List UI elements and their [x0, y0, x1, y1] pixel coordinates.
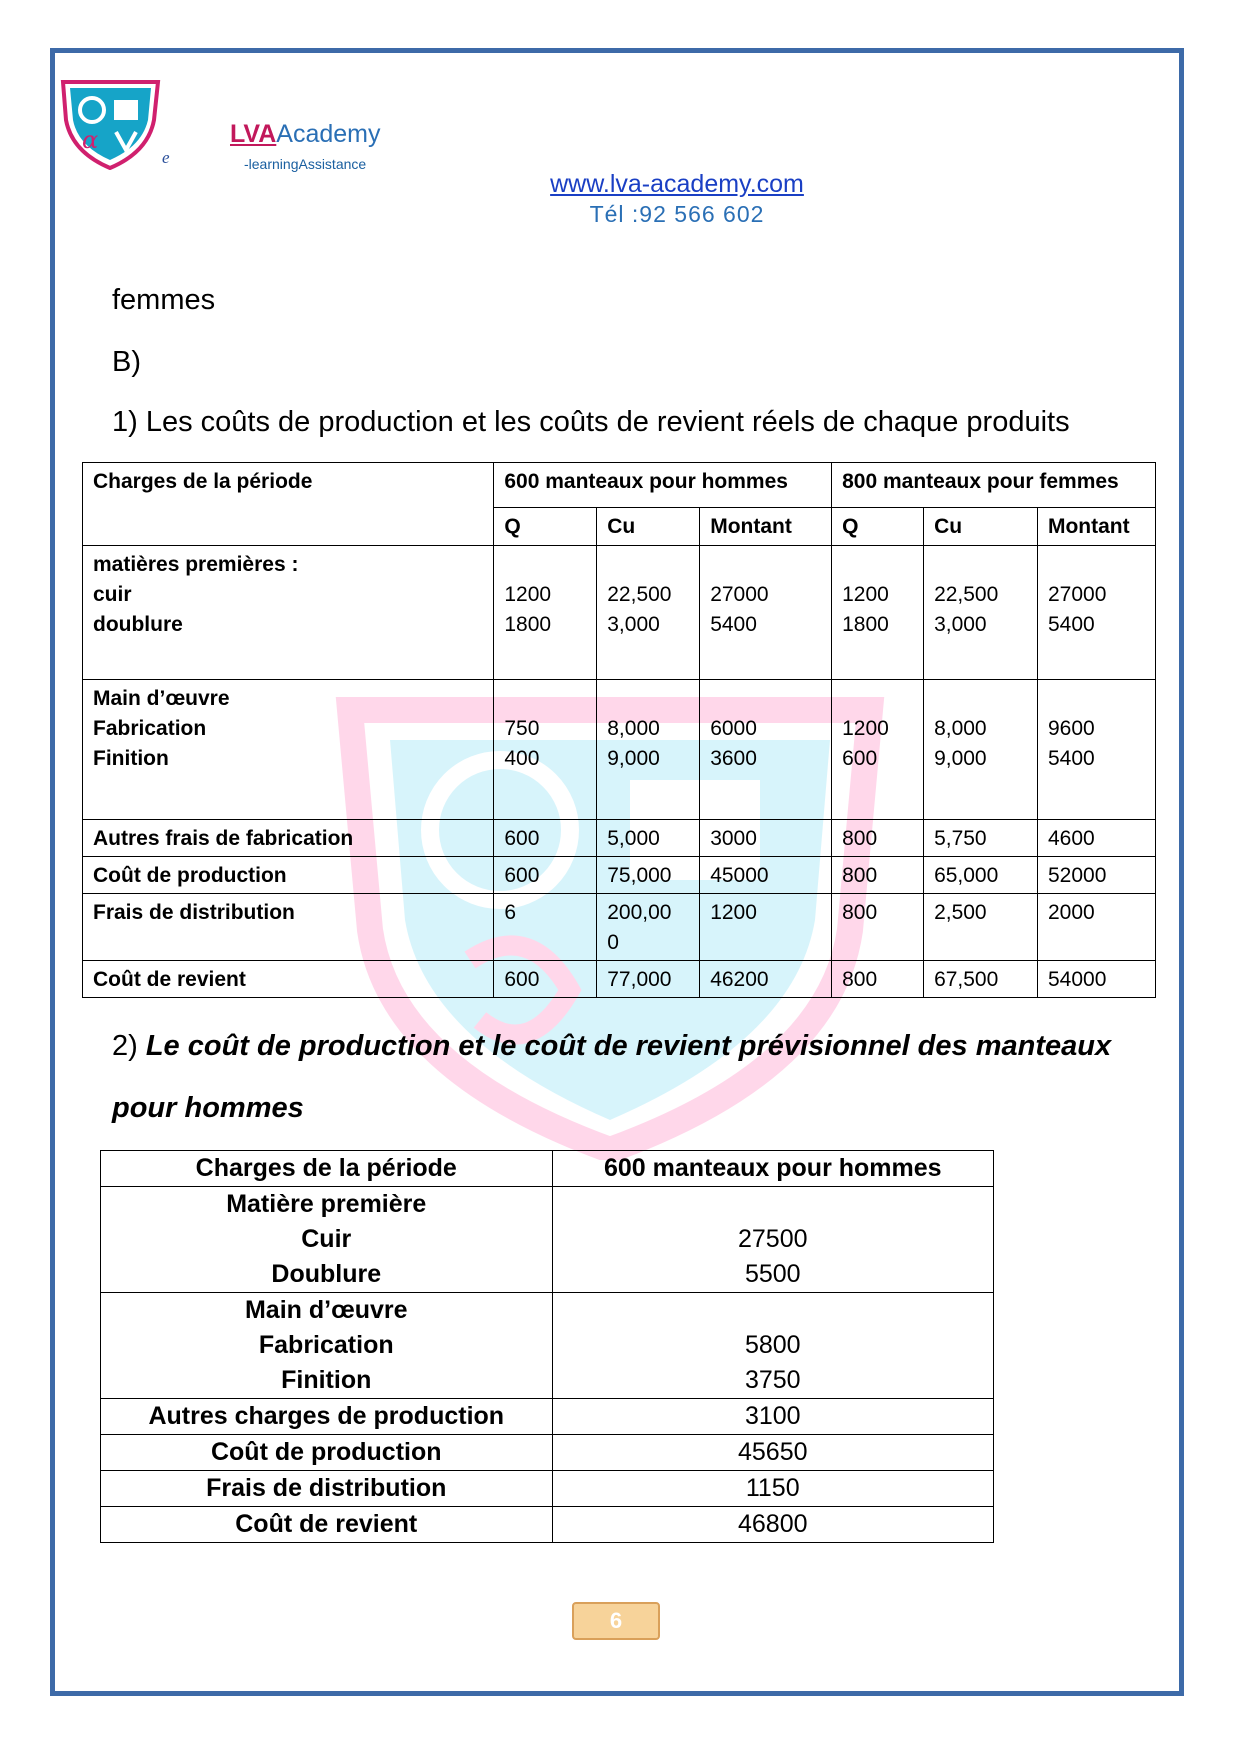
- row-label-line: Matière première: [226, 1190, 427, 1218]
- cell-value: 1800: [504, 613, 552, 636]
- cell-value: 0: [607, 931, 619, 954]
- cell-value: 5400: [710, 613, 757, 636]
- cell: [1037, 680, 1155, 820]
- table-header-row: [101, 1151, 994, 1187]
- cell-value: 22,500: [607, 583, 672, 606]
- cell-value: 5,750: [924, 820, 1038, 857]
- cell-value: 2,500: [924, 894, 1038, 961]
- page-number: 6: [572, 1602, 660, 1640]
- row-label-line: Fabrication: [93, 717, 207, 740]
- cell-value: 4600: [1037, 820, 1155, 857]
- section-b: B): [112, 346, 141, 378]
- table-row: [101, 1507, 994, 1543]
- row-label: [101, 1293, 553, 1399]
- cell-value: 200,00: [607, 901, 672, 924]
- cell-value: 3600: [710, 747, 757, 770]
- cell: [552, 1293, 994, 1399]
- logo-e-mark: e: [162, 148, 170, 167]
- table-row: [101, 1293, 994, 1399]
- cell-value: 600: [494, 961, 597, 998]
- header-q: Q: [494, 508, 597, 546]
- table-header-row: [83, 463, 1156, 508]
- header-charges: Charges de la période: [83, 463, 494, 546]
- academy-logo: [58, 80, 168, 170]
- header-hommes: 600 manteaux pour hommes: [494, 463, 832, 508]
- table-row: [83, 546, 1156, 680]
- cell-value: 1200: [842, 583, 889, 606]
- cell-value: 27000: [710, 583, 769, 606]
- table-row: [83, 961, 1156, 998]
- cell: [597, 680, 700, 820]
- cell-value: 8,000: [934, 717, 987, 740]
- cell-value: 600: [494, 857, 597, 894]
- header-cu: Cu: [924, 508, 1038, 546]
- cell-value: 3,000: [934, 613, 987, 636]
- row-label: Coût de production: [83, 857, 494, 894]
- cell-value: 46200: [700, 961, 832, 998]
- cell-value: 6: [494, 894, 597, 961]
- question-2-text: Le coût de production et le coût de revient prévisionnel des manteaux: [145, 1030, 1112, 1062]
- cell-value: 3750: [744, 1366, 801, 1394]
- cell-value: 27000: [1047, 583, 1107, 606]
- cell-value: 5400: [1047, 613, 1095, 636]
- table-row: [83, 680, 1156, 820]
- cell-value: 800: [832, 961, 924, 998]
- row-label-line: Main d’œuvre: [244, 1296, 408, 1324]
- table-row: [83, 820, 1156, 857]
- cell: [494, 546, 597, 680]
- cell-value: 75,000: [597, 857, 700, 894]
- cell-value: 45650: [552, 1435, 994, 1471]
- cell-value: 27500: [737, 1225, 808, 1253]
- cell-value: 1800: [842, 613, 889, 636]
- row-label-line: Doublure: [271, 1260, 382, 1288]
- question-2: [112, 1030, 1111, 1063]
- cell-value: 3000: [700, 820, 832, 857]
- brand-tagline: -learningAssistance: [244, 156, 367, 172]
- header-femmes: 800 manteaux pour femmes: [832, 463, 1156, 508]
- header-cu: Cu: [597, 508, 700, 546]
- website-link[interactable]: www.lva-academy.com: [550, 170, 804, 198]
- phone-number: Tél :92 566 602: [589, 201, 765, 227]
- cell-value: 6000: [710, 717, 757, 740]
- brand-suffix: Academy: [276, 120, 381, 148]
- cell: [924, 680, 1038, 820]
- cell-value: 9600: [1047, 717, 1095, 740]
- cell-value: 67,500: [924, 961, 1038, 998]
- cell-value: 600: [842, 747, 878, 770]
- cell-value: 9,000: [607, 747, 660, 770]
- cell: [924, 546, 1038, 680]
- cell-value: 800: [832, 894, 924, 961]
- header-montant: Montant: [1037, 508, 1155, 546]
- cell-value: 54000: [1037, 961, 1155, 998]
- cell-value: 8,000: [607, 717, 660, 740]
- cell: [597, 546, 700, 680]
- cell: [494, 680, 597, 820]
- row-label-line: doublure: [93, 613, 183, 636]
- row-label-line: matières premières :: [93, 553, 299, 576]
- cell-value: 3,000: [607, 613, 660, 636]
- row-label: [83, 546, 494, 680]
- table-row: [101, 1471, 994, 1507]
- cell-value: 46800: [552, 1507, 994, 1543]
- cell-value: 5,000: [597, 820, 700, 857]
- cell: [832, 680, 924, 820]
- table-row: [101, 1399, 994, 1435]
- cell-value: 5400: [1047, 747, 1095, 770]
- row-label: Frais de distribution: [101, 1471, 553, 1507]
- header-q: Q: [832, 508, 924, 546]
- cell-value: 5500: [744, 1260, 801, 1288]
- cell-value: 1200: [504, 583, 552, 606]
- cell-value: 2000: [1037, 894, 1155, 961]
- cell-value: 1200: [842, 717, 889, 740]
- row-label: Frais de distribution: [83, 894, 494, 961]
- row-label: [83, 680, 494, 820]
- cell-value: 52000: [1037, 857, 1155, 894]
- cell-value: 1200: [700, 894, 832, 961]
- cell-value: 750: [504, 717, 540, 740]
- cell: [1037, 546, 1155, 680]
- cell-value: 800: [832, 820, 924, 857]
- cell-value: 45000: [700, 857, 832, 894]
- row-label: Coût de revient: [83, 961, 494, 998]
- svg-text:α: α: [82, 126, 99, 154]
- row-label-line: Cuir: [301, 1225, 352, 1253]
- row-label-line: cuir: [93, 583, 132, 606]
- cell-value: 400: [504, 747, 540, 770]
- cell-value: 600: [494, 820, 597, 857]
- row-label: Autres charges de production: [101, 1399, 553, 1435]
- row-label-line: Finition: [281, 1366, 372, 1394]
- row-label-line: Finition: [93, 747, 169, 770]
- cell-value: 1150: [552, 1471, 994, 1507]
- header-charges: Charges de la période: [101, 1151, 553, 1187]
- brand-name: [230, 120, 381, 149]
- row-label-line: Main d’œuvre: [93, 687, 230, 710]
- cell: [832, 546, 924, 680]
- forecast-costs-table: [100, 1150, 994, 1543]
- question-2-continued: pour hommes: [112, 1092, 304, 1124]
- cell-value: 800: [832, 857, 924, 894]
- header-hommes: 600 manteaux pour hommes: [552, 1151, 994, 1187]
- question-2-number: 2): [112, 1030, 146, 1062]
- cell-value: 22,500: [934, 583, 999, 606]
- table-row: [101, 1435, 994, 1471]
- cell: [700, 680, 832, 820]
- row-label-line: Fabrication: [258, 1331, 394, 1359]
- header-montant: Montant: [700, 508, 832, 546]
- table-row: [83, 894, 1156, 961]
- cell-value: 9,000: [934, 747, 987, 770]
- actual-costs-table: [82, 462, 1156, 998]
- table-row: [101, 1187, 994, 1293]
- question-1: 1) Les coûts de production et les coûts de revient réels de chaque produits: [112, 406, 1070, 438]
- table-row: [83, 857, 1156, 894]
- text-femmes: femmes: [112, 284, 216, 316]
- row-label: Coût de revient: [101, 1507, 553, 1543]
- cell-value: 77,000: [597, 961, 700, 998]
- cell: [700, 546, 832, 680]
- cell-value: 65,000: [924, 857, 1038, 894]
- row-label: [101, 1187, 553, 1293]
- cell: [552, 1187, 994, 1293]
- brand-prefix: LVA: [230, 120, 277, 148]
- row-label: Coût de production: [101, 1435, 553, 1471]
- cell-value: 3100: [552, 1399, 994, 1435]
- row-label: Autres frais de fabrication: [83, 820, 494, 857]
- cell-value: 5800: [744, 1331, 801, 1359]
- cell: [597, 894, 700, 961]
